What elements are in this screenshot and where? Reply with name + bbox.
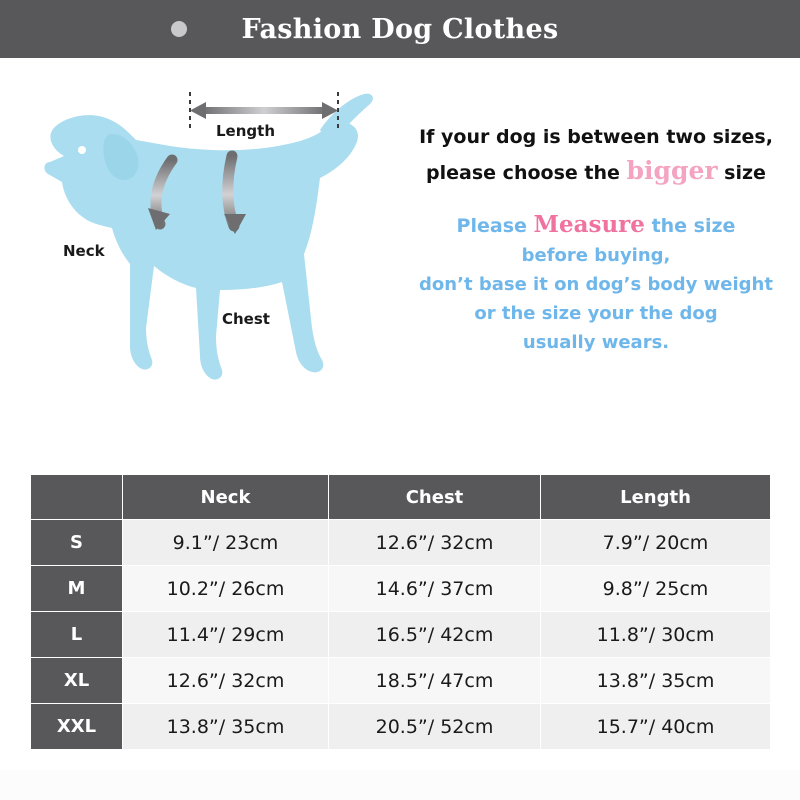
row-chest: 20.5”/ 52cm [329,704,541,750]
table-row [31,566,771,612]
table-header-neck: Neck [123,475,329,520]
note-blue-line-1 [396,210,796,241]
length-label: Length [216,122,275,140]
row-chest: 16.5”/ 42cm [329,612,541,658]
row-size: S [31,520,123,566]
row-length: 13.8”/ 35cm [541,658,771,704]
note-line-2-after: size [724,162,766,184]
note-blue-line-3: don’t base it on dog’s body weight [419,274,773,295]
row-chest: 14.6”/ 37cm [329,566,541,612]
row-size: M [31,566,123,612]
table-header-corner [31,475,123,520]
row-size: XL [31,658,123,704]
table-header-chest: Chest [329,475,541,520]
table-row [31,704,771,750]
table-row [31,658,771,704]
neck-label: Neck [63,242,105,260]
row-length: 9.8”/ 25cm [541,566,771,612]
size-table-wrap [30,474,770,750]
note-measure-emphasis: Measure [533,211,645,238]
note-blue-line-2: before buying, [521,245,671,266]
chest-label: Chest [222,310,270,328]
note-please: Please [456,215,527,237]
note-line-2 [396,154,796,190]
row-neck: 10.2”/ 26cm [123,566,329,612]
table-header-length: Length [541,475,771,520]
note-bigger-emphasis: bigger [626,156,718,185]
row-neck: 9.1”/ 23cm [123,520,329,566]
measurement-notes [396,120,796,357]
note-line-2-before: please choose the [426,162,620,184]
table-row [31,612,771,658]
row-size: L [31,612,123,658]
note-the-size: the size [651,215,736,237]
row-neck: 12.6”/ 32cm [123,658,329,704]
bottom-band [0,770,800,800]
note-blue-block [396,210,796,357]
note-line-1: If your dog is between two sizes, [419,126,773,148]
row-neck: 11.4”/ 29cm [123,612,329,658]
row-size: XXL [31,704,123,750]
table-row [31,520,771,566]
row-length: 15.7”/ 40cm [541,704,771,750]
row-length: 7.9”/ 20cm [541,520,771,566]
table-header-row [31,475,771,520]
row-neck: 13.8”/ 35cm [123,704,329,750]
header-banner [0,0,800,58]
page-title: Fashion Dog Clothes [241,13,559,45]
size-table [30,474,771,750]
row-length: 11.8”/ 30cm [541,612,771,658]
circle-dot-icon [171,21,187,37]
row-chest: 18.5”/ 47cm [329,658,541,704]
note-blue-line-4: or the size your the dog [474,303,718,324]
dog-illustration [0,58,400,458]
row-chest: 12.6”/ 32cm [329,520,541,566]
note-blue-line-5: usually wears. [522,332,670,353]
